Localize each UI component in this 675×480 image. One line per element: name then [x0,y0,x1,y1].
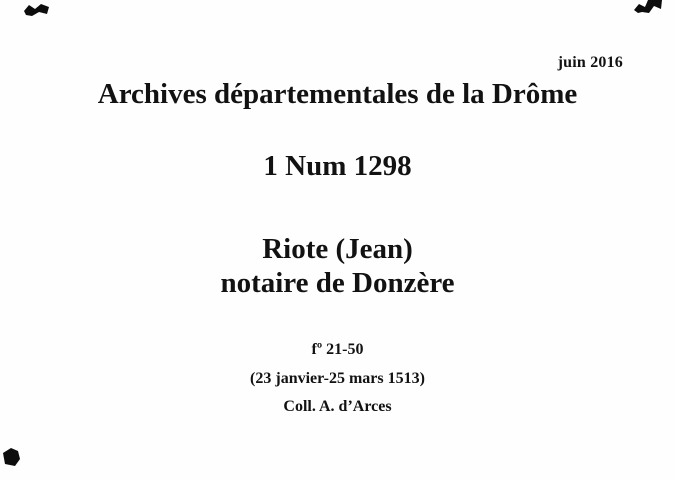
archive-title: Archives départementales de la Drôme [97,78,578,110]
collection-credit: Coll. A. d’Arces [283,398,392,415]
document-date-range: (23 janvier-25 mars 1513) [250,370,425,387]
scan-artifact-top-right [634,0,662,14]
notary-role: notaire de Donzère [220,267,455,299]
scan-artifact-bottom-left [3,448,21,467]
folio-range: fº 21-50 [311,341,364,358]
issue-date: juin 2016 [557,54,623,71]
scan-artifact-top-left [24,3,50,17]
archive-reference: 1 Num 1298 [263,150,412,182]
notary-name: Riote (Jean) [262,233,413,265]
